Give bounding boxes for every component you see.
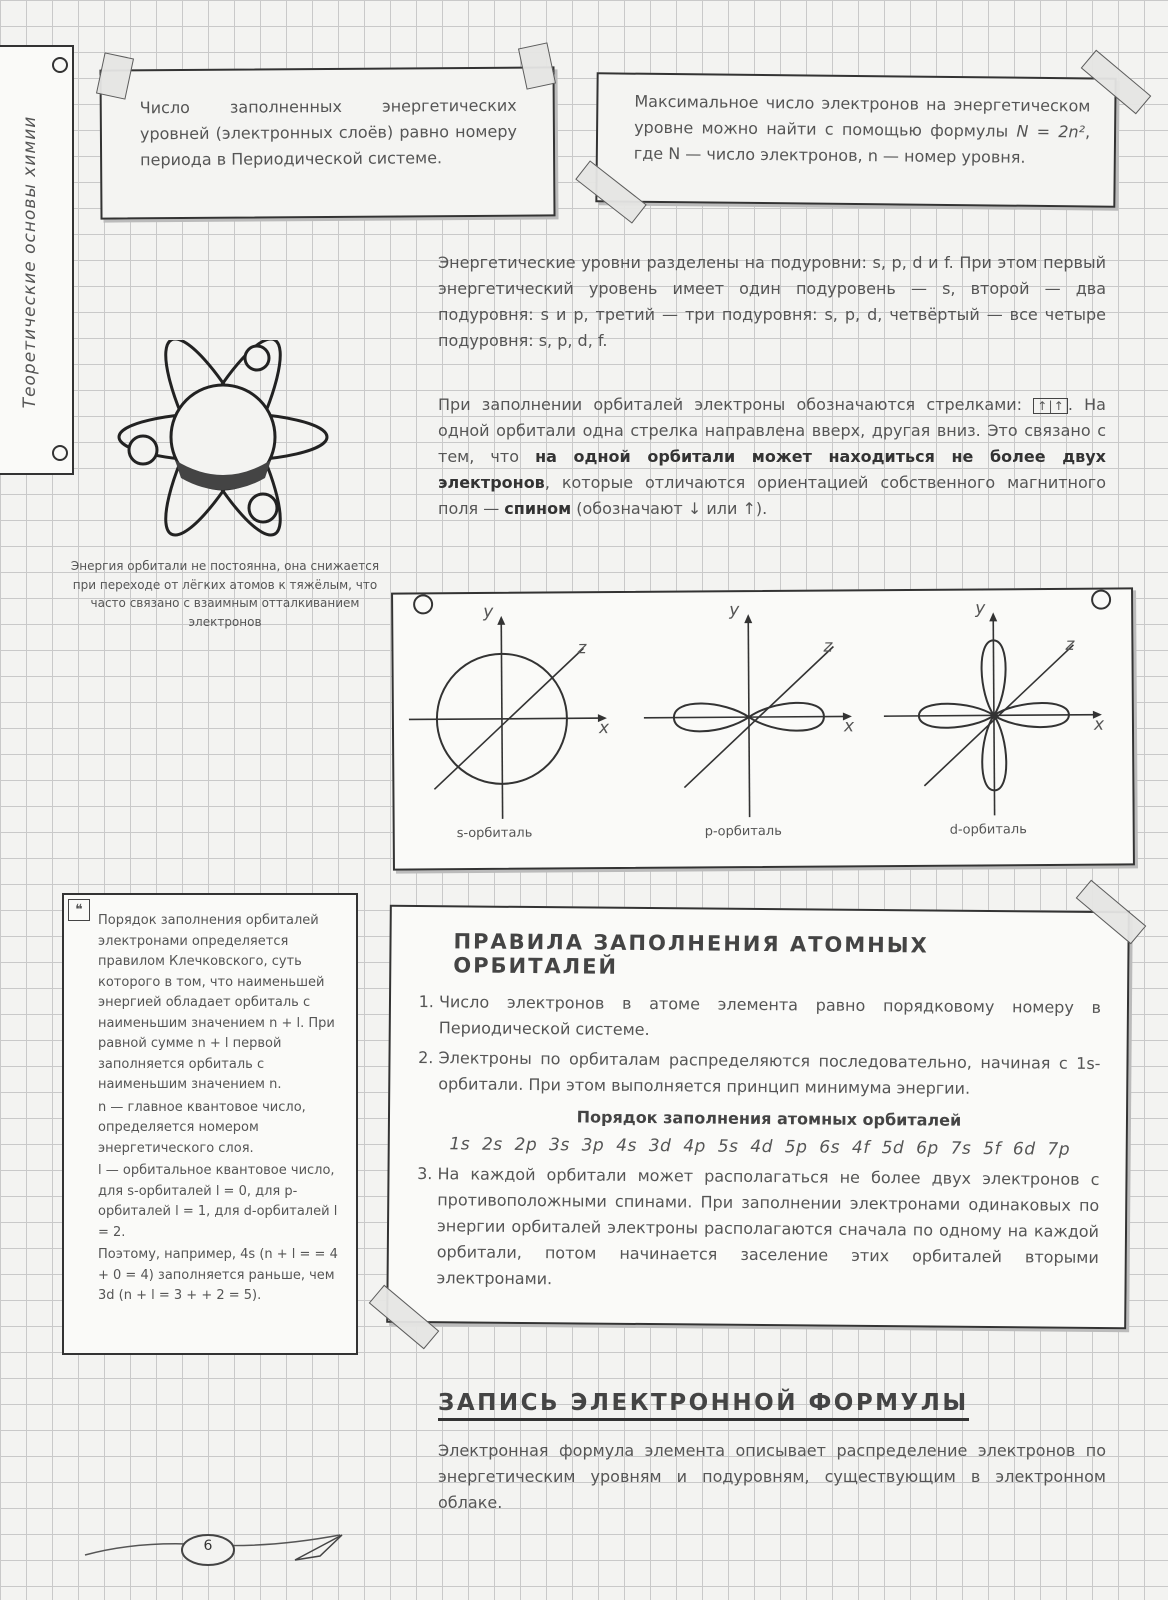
- p-orbital-label: p-орбиталь: [704, 823, 782, 840]
- axis-y-label: y: [975, 598, 986, 619]
- text: , которые отличаются ориентацией собственного магнитного поля —: [438, 473, 1106, 518]
- text: (обозначают ↓ или ↑).: [571, 499, 768, 518]
- side-tab-label: Теоретические основы химии: [20, 115, 40, 409]
- axis-z-label: z: [577, 638, 587, 659]
- klechkovsky-p1: Порядок заполнения орбиталей электронами определяется правилом Клечковского, суть которого в том, что наименьшей энергией обладает орбиталь с наименьшим значением n + l. При равной сумме n + l первой заполняется орбиталь с наименьшим значением n.: [98, 913, 335, 1092]
- klechkovsky-p4: Поэтому, например, 4s (n + l = = 4 + 0 = 4) заполняется раньше, чем 3d (n + l = 3 + + 2 = 5).: [98, 1247, 338, 1303]
- atom-caption: Энергия орбитали не постоянна, она снижается при переходе от лёгких атомов к тяжёлым, что часто связано с взаимным отталкиванием электронов: [70, 559, 380, 629]
- side-tab-badge-bottom: [52, 445, 68, 461]
- rule-item: [438, 1045, 1101, 1163]
- rules-title: ПРАВИЛА ЗАПОЛНЕНИЯ АТОМНЫХ ОРБИТАЛЕЙ: [453, 929, 929, 979]
- text: Электроны по орбиталам распределяются последовательно, начиная с 1s-орбитали. При этом выполняется принцип минимума энергии.: [438, 1048, 1101, 1098]
- order-sequence: 1s 2s 2p 3s 3p 4s 3d 4p 5s 4d 5p 6s 4f 5d 6p 7s 5f 6d 7p: [449, 1134, 1071, 1160]
- text: Максимальное число электронов на энергетическом уровне можно найти с помощью формулы: [634, 91, 1091, 141]
- bold-text: спином: [504, 499, 572, 518]
- bold-text: на одной орбитали может находиться не более двух электронов: [438, 447, 1106, 492]
- axis-z-label: z: [1065, 634, 1075, 655]
- formula: N = 2n²: [1016, 121, 1086, 142]
- axis-x-label: x: [598, 718, 610, 739]
- note-klechkovsky: [62, 893, 358, 1355]
- electron: [129, 436, 157, 464]
- text: При заполнении орбиталей электроны обозначаются стрелками:: [438, 395, 1034, 414]
- electron: [245, 346, 269, 370]
- note-max-electrons: [595, 72, 1116, 207]
- electron: [249, 494, 277, 522]
- klechkovsky-p2: n — главное квантовое число, определяется номером энергетического слоя.: [98, 1099, 306, 1156]
- rules-panel: [386, 905, 1130, 1329]
- side-tab-badge-top: [52, 57, 68, 73]
- axis-arrows: [497, 612, 1102, 723]
- rule-item: 1. Число электронов в атоме элемента равно порядковому номеру в Периодической системе.: [439, 989, 1101, 1047]
- axis-z-label: z: [823, 636, 833, 657]
- page-number: 6: [203, 1538, 213, 1554]
- text: , где N — число электронов, n — номер уровня.: [633, 122, 1091, 167]
- side-tab: [0, 45, 74, 475]
- axis-y-label: y: [483, 601, 494, 622]
- d-orbital-label: d-орбиталь: [949, 822, 1027, 838]
- atom-illustration: [105, 340, 345, 540]
- quote-icon: ❝: [68, 899, 90, 921]
- note-periods: [99, 66, 555, 219]
- s-orbital-label: s-орбиталь: [456, 825, 533, 842]
- note-max-electrons-text: [634, 89, 1091, 172]
- note-periods-text: Число заполненных энергетических уровней (электронных слоёв) равно номеру периода в Периодической системе.: [139, 95, 517, 170]
- axis-y-label: y: [729, 600, 740, 621]
- axis-x-label: x: [1093, 714, 1105, 735]
- arrow-boxes-icon: ↑ | ↑: [1033, 398, 1068, 414]
- formula-section-title: ЗАПИСЬ ЭЛЕКТРОННОЙ ФОРМУЛЫ: [438, 1390, 969, 1421]
- order-title: Порядок заполнения атомных орбиталей: [576, 1107, 962, 1130]
- formula-section-text: Электронная формула элемента описывает распределение электронов по энергетическим уровням и подуровням, существующим в электронном облаке.: [438, 1441, 1106, 1512]
- orbitals-panel: [391, 587, 1135, 870]
- rules-list: [408, 989, 1101, 1297]
- klechkovsky-p3: l — орбитальное квантовое число, для s-орбиталей l = 0, для p-орбиталей l = 1, для d-орбиталей l = 2.: [98, 1163, 338, 1240]
- para-orbitals: [438, 392, 1106, 522]
- text: . На одной орбитали одна стрелка направлена вверх, другая вниз. Это связано с тем, что: [438, 395, 1106, 466]
- rule-item: 3. На каждой орбитали может располагаться не более двух электронов с противоположными спинами. При заполнении электронами одинаковых по энергии орбиталей электроны располагаются сначала по одному на каждой орбитали, потом начинается заселение этих орбиталей вторыми электронами.: [436, 1161, 1099, 1297]
- axis-x-label: x: [843, 716, 855, 737]
- para-sublevels: Энергетические уровни разделены на подуровни: s, p, d и f. При этом первый энергетический уровень имеет один подуровень — s, второй — два подуровня: s и p, третий — три подуровня: s, p, d, четвёртый — все четыре подуровня: s, p, d, f.: [438, 253, 1106, 350]
